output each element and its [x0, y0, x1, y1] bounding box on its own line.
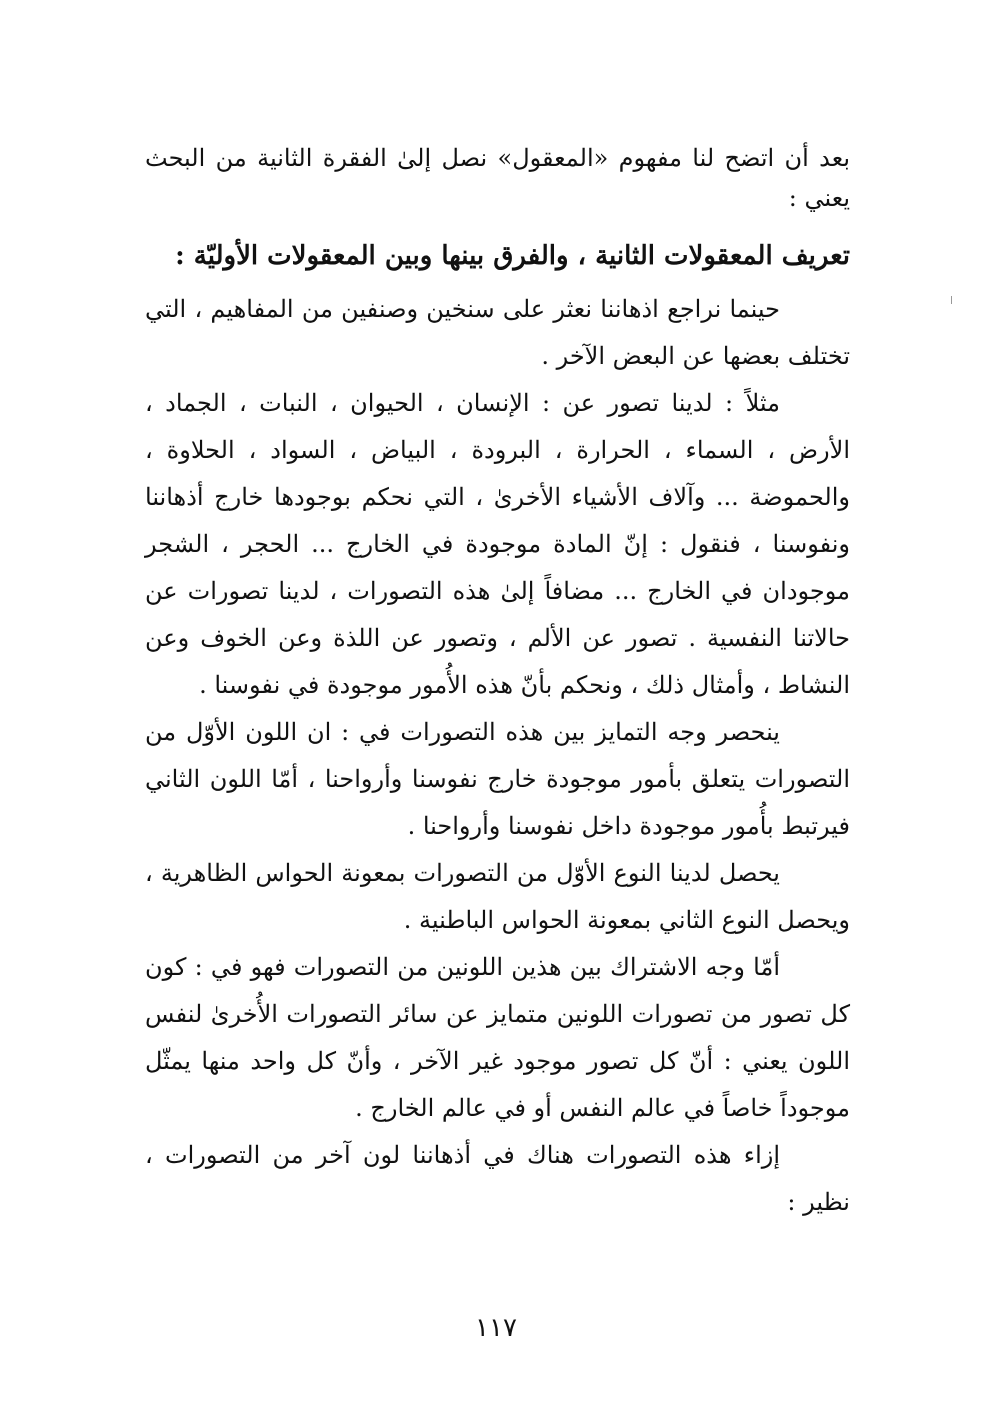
paragraph: أمّا وجه الاشتراك بين هذين اللونين من التصورات فهو في : كون كل تصور من تصورات اللونين متمايز عن سائر التصورات الأُخرىٰ لنفس اللون يعني : أنّ كل تصور موجود غير الآخر ، وأنّ كل واحد منها يمثّل موجوداً خاصاً في عالم النفس أو في عالم الخارج .	[145, 953, 850, 1122]
page-number: ١١٧	[475, 1313, 517, 1343]
scan-edge-mark	[951, 296, 952, 304]
paragraph: مثلاً : لدينا تصور عن : الإنسان ، الحيوان ، النبات ، الجماد ، الأرض ، السماء ، الحرارة ، البرودة ، البياض ، السواد ، الحلاوة ، والحموضة ... وآلاف الأشياء الأخرىٰ ، التي نحكم بوجودها خارج أذهاننا ونفوسنا ، فنقول : إنّ المادة موجودة في الخارج ... الحجر ، الشجر موجودان في الخارج ... مضافاً إلىٰ هذه التصورات ، لدينا تصورات عن حالاتنا النفسية . تصور عن الألم ، وتصور عن اللذة وعن الخوف وعن النشاط ، وأمثال ذلك ، ونحكم بأنّ هذه الأُمور موجودة في نفوسنا .	[145, 389, 850, 699]
section-heading: تعريف المعقولات الثانية ، والفرق بينها وبين المعقولات الأوليّة :	[175, 241, 850, 271]
intro-line: بعد أن اتضح لنا مفهوم «المعقول» نصل إلىٰ الفقرة الثانية من البحث يعني :	[145, 144, 850, 212]
paragraph: يحصل لدينا النوع الأوّل من التصورات بمعونة الحواس الظاهرية ، ويحصل النوع الثاني بمعونة الحواس الباطنية .	[145, 859, 850, 934]
paragraph: إزاء هذه التصورات هناك في أذهاننا لون آخر من التصورات ، نظير :	[145, 1141, 850, 1216]
paragraph: ينحصر وجه التمايز بين هذه التصورات في : ان اللون الأوّل من التصورات يتعلق بأمور موجودة خارج نفوسنا وأرواحنا ، أمّا اللون الثاني فيرتبط بأُمور موجودة داخل نفوسنا وأرواحنا .	[145, 718, 850, 840]
body-text	[145, 286, 850, 1226]
paragraph: حينما نراجع اذهاننا نعثر على سنخين وصنفين من المفاهيم ، التي تختلف بعضها عن البعض الآخر .	[145, 295, 850, 370]
